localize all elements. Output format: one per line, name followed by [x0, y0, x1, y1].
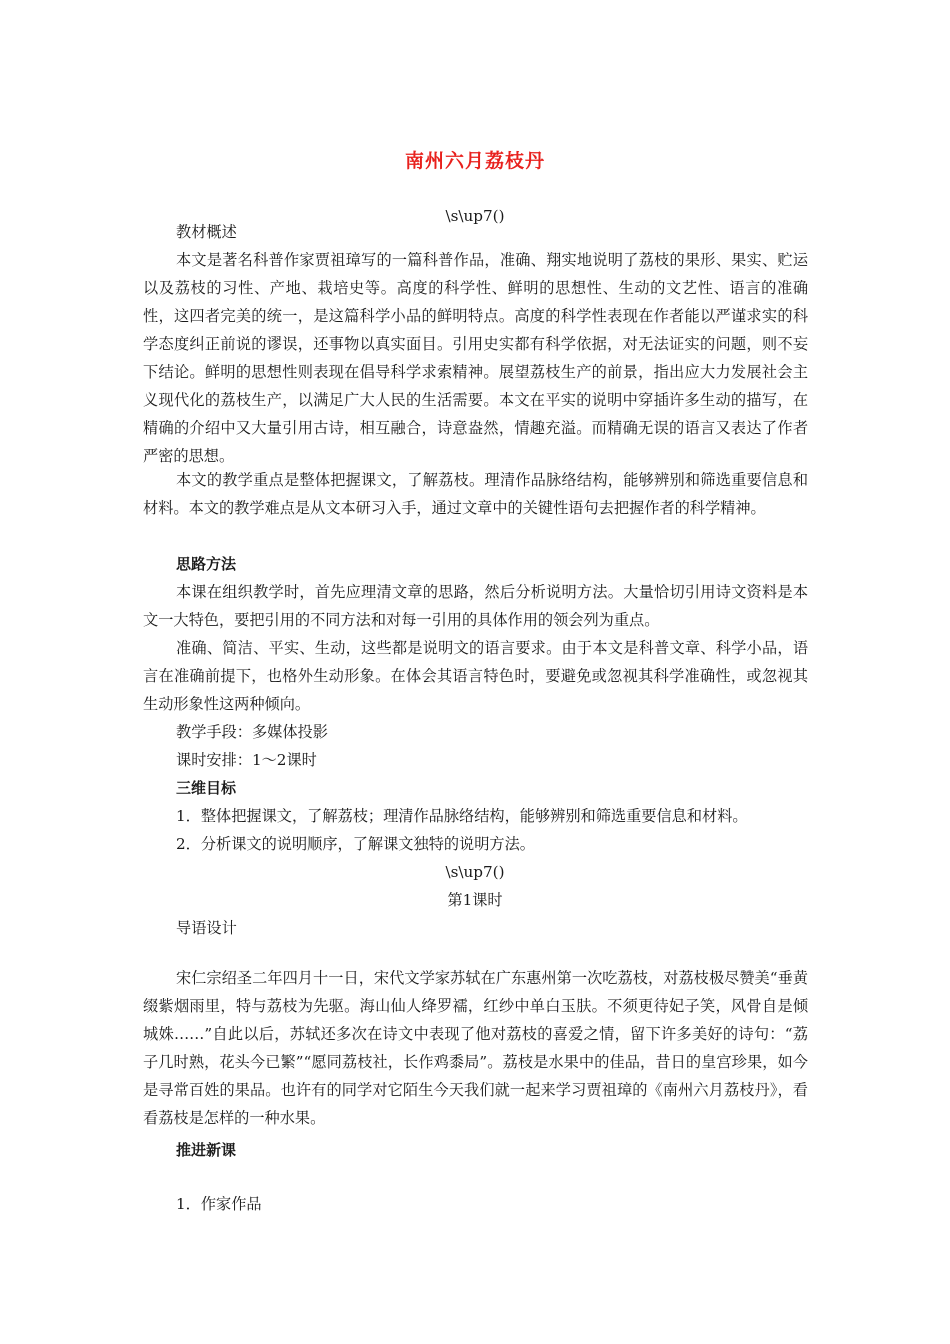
class-hours: 课时安排：1～2课时 [176, 751, 317, 769]
field-code: \s\up7() [445, 863, 505, 881]
lesson-label: 第1课时 [447, 891, 503, 909]
section-heading-method: 思路方法 [176, 555, 237, 573]
section-heading-intro: 导语设计 [176, 919, 237, 937]
section-heading-overview: 教材概述 [176, 223, 237, 241]
goal-item-1: 1．整体把握课文，了解荔枝；理清作品脉络结构，能够辨别和筛选重要信息和材料。 [176, 807, 748, 825]
section-heading-goals: 三维目标 [176, 779, 237, 797]
method-paragraph-1: 本课在组织教学时，首先应理清文章的思路，然后分析说明方法。大量恰切引用诗文资料是本文一大特色，要把引用的不同方法和对每一引用的具体作用的领会列为重点。 [143, 583, 808, 629]
field-code: \s\up7() [445, 207, 505, 225]
goal-item-2: 2．分析课文的说明顺序，了解课文独特的说明方法。 [176, 835, 535, 853]
section-heading-new-lesson: 推进新课 [176, 1141, 237, 1159]
intro-paragraph: 宋仁宗绍圣二年四月十一日，宋代文学家苏轼在广东惠州第一次吃荔枝，对荔枝极尽赞美“垂黄缀紫烟雨里，特与荔枝为先驱。海山仙人绛罗襦，红纱中单白玉肤。不须更待妃子笑，风骨自是倾城姝……”自此以后，苏轼还多次在诗文中表现了他对荔枝的喜爱之情，留下许多美好的诗句：“荔子几时熟，花头今已繁”“愿同荔枝社，长作鸡黍局”。荔枝是水果中的佳品，昔日的皇宫珍果，如今是寻常百姓的果品。也许有的同学对它陌生今天我们就一起来学习贾祖璋的《南州六月荔枝丹》，看看荔枝是怎样的一种水果。 [143, 969, 808, 1127]
method-paragraph-2: 准确、简洁、平实、生动，这些都是说明文的语言要求。由于本文是科普文章、科学小品，语言在准确前提下，也格外生动形象。在体会其语言特色时，要避免或忽视其科学准确性，或忽视其生动形象性这两种倾向。 [143, 639, 808, 713]
overview-paragraph-1: 本文是著名科普作家贾祖璋写的一篇科普作品，准确、翔实地说明了荔枝的果形、果实、贮运以及荔枝的习性、产地、栽培史等。高度的科学性、鲜明的思想性、生动的文艺性、语言的准确性，这四者完美的统一，是这篇科学小品的鲜明特点。高度的科学性表现在作者能以严谨求实的科学态度纠正前说的谬误，还事物以真实面目。引用史实都有科学依据，对无法证实的问题，则不妄下结论。鲜明的思想性则表现在倡导科学求索精神。展望荔枝生产的前景，指出应大力发展社会主义现代化的荔枝生产，以满足广大人民的生活需要。本文在平实的说明中穿插许多生动的描写，在精确的介绍中又大量引用古诗，相互融合，诗意盎然，情趣充溢。而精确无误的语言又表达了作者严密的思想。 [143, 251, 808, 465]
document-title: 南州六月荔枝丹 [404, 150, 545, 172]
overview-paragraph-2: 本文的教学重点是整体把握课文，了解荔枝。理清作品脉络结构，能够辨别和筛选重要信息和材料。本文的教学难点是从文本研习入手，通过文章中的关键性语句去把握作者的科学精神。 [143, 471, 808, 517]
teaching-means: 教学手段：多媒体投影 [176, 723, 328, 741]
list-item-author-works: 1．作家作品 [176, 1195, 262, 1213]
